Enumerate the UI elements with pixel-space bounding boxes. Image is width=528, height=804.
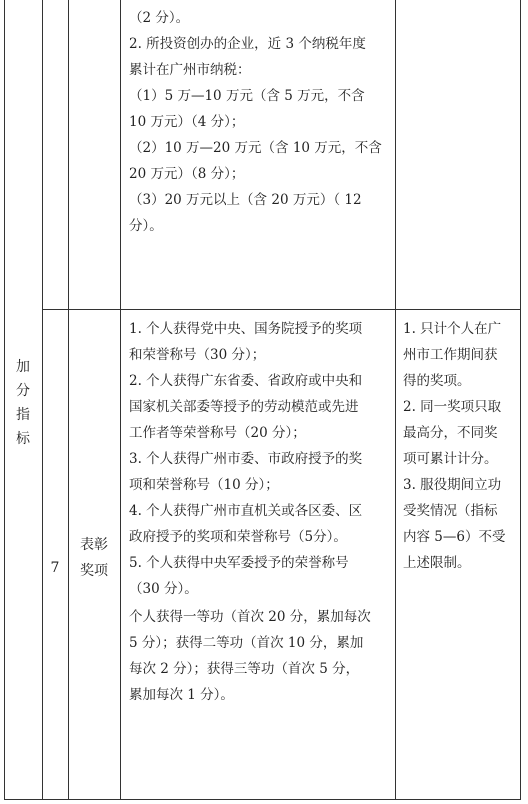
divider-content — [395, 0, 396, 800]
content-line: 2. 所投资创办的企业，近 3 个纳税年度 — [129, 36, 366, 52]
content-line: （30 分）。 — [129, 581, 198, 597]
note-line: 项可累计计分。 — [403, 451, 498, 467]
note-line: 1. 只计个人在广 — [403, 321, 502, 337]
note-line: 受奖情况（指标 — [403, 503, 498, 519]
category-label — [4, 355, 42, 451]
content-line: 分）。 — [129, 218, 163, 234]
top-row-content — [129, 5, 382, 239]
category-char: 指 — [16, 407, 30, 423]
category-char: 分 — [16, 383, 30, 399]
note-line: 内容 5—6）不受 — [403, 529, 506, 545]
content-line: 5. 个人获得中央军委授予的荣誉称号 — [129, 555, 349, 571]
row7-notes — [403, 316, 505, 576]
content-line: 5 分）；获得二等功（首次 10 分，累加 — [129, 635, 364, 651]
content-line: 政府授予的奖项和荣誉称号（5分）。 — [129, 529, 347, 545]
content-line: 每次 2 分）；获得三等功（首次 5 分， — [129, 661, 360, 677]
content-line: （1）5 万—10 万元（含 5 万元，不含 — [129, 88, 365, 104]
divider-item — [120, 0, 121, 800]
divider-number — [68, 0, 69, 800]
row7-content — [129, 316, 371, 708]
note-line: 州市工作期间获 — [403, 347, 498, 363]
item-name-line: 表彰 — [80, 537, 108, 553]
border-bottom — [4, 799, 521, 800]
content-line: 20 万元）（8 分）； — [129, 166, 245, 182]
divider-category — [42, 0, 43, 800]
item-name-line: 奖项 — [80, 563, 108, 579]
content-line: （2 分）。 — [129, 10, 190, 26]
note-line: 2. 同一奖项只取 — [403, 399, 502, 415]
note-line: 最高分，不同奖 — [403, 425, 498, 441]
content-line: 累加每次 1 分）。 — [129, 687, 234, 703]
content-line: 个人获得一等功（首次 20 分，累加每次 — [129, 609, 371, 625]
content-line: 3. 个人获得广州市委、市政府授予的奖 — [129, 451, 363, 467]
content-line: 和荣誉称号（30 分）； — [129, 347, 266, 363]
content-line: （2）10 万—20 万元（含 10 万元，不含 — [129, 140, 382, 156]
item-name — [68, 532, 120, 584]
content-line: 10 万元）（4 分）； — [129, 114, 245, 130]
note-line: 得的奖项。 — [403, 373, 471, 389]
content-line: 项和荣誉称号（10 分）； — [129, 477, 279, 493]
category-char: 标 — [16, 431, 30, 447]
note-line: 3. 服役期间立功 — [403, 477, 502, 493]
content-line: 1. 个人获得党中央、国务院授予的奖项 — [129, 321, 363, 337]
content-line: 累计在广州市纳税： — [129, 62, 251, 78]
content-line: 4. 个人获得广州市直机关或各区委、区 — [129, 503, 363, 519]
row-number: 7 — [50, 560, 60, 576]
content-line: （3）20 万元以上（含 20 万元）（ 12 — [129, 192, 362, 208]
content-line: 国家机关部委等授予的劳动模范或先进 — [129, 399, 359, 415]
row-divider — [42, 309, 521, 310]
category-char: 加 — [16, 359, 30, 375]
note-line: 上述限制。 — [403, 555, 471, 571]
border-right — [520, 0, 521, 800]
content-line: 工作者等荣誉称号（20 分）； — [129, 425, 306, 441]
content-line: 2. 个人获得广东省委、省政府或中央和 — [129, 373, 363, 389]
